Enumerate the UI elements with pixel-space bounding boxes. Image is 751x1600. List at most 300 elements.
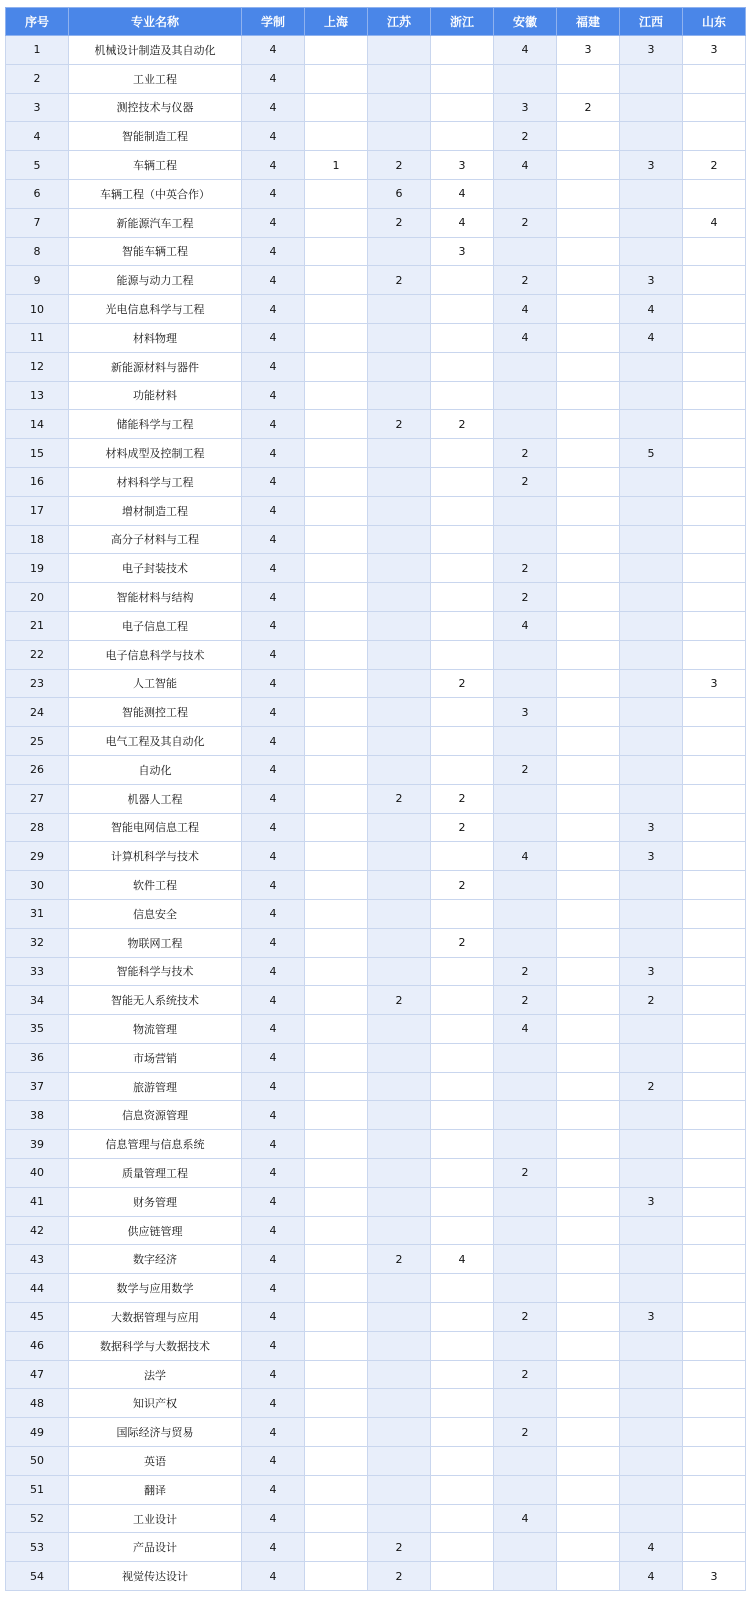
cell-anhui	[494, 1274, 557, 1303]
cell-shandong	[683, 1274, 746, 1303]
cell-zhejiang	[431, 1101, 494, 1130]
cell-index: 38	[6, 1101, 69, 1130]
table-row	[6, 410, 746, 439]
cell-shandong	[683, 295, 746, 324]
cell-shanghai	[305, 698, 368, 727]
cell-shanghai	[305, 1130, 368, 1159]
cell-index: 12	[6, 352, 69, 381]
cell-anhui	[494, 1101, 557, 1130]
cell-zhejiang	[431, 1130, 494, 1159]
cell-zhejiang	[431, 64, 494, 93]
cell-shanghai	[305, 784, 368, 813]
cell-duration: 4	[242, 1101, 305, 1130]
cell-jiangsu	[368, 583, 431, 612]
cell-jiangxi: 4	[620, 323, 683, 352]
cell-shandong	[683, 1015, 746, 1044]
cell-major-name: 工业设计	[69, 1504, 242, 1533]
table-row	[6, 928, 746, 957]
cell-zhejiang	[431, 93, 494, 122]
cell-major-name: 材料科学与工程	[69, 467, 242, 496]
cell-major-name: 智能车辆工程	[69, 237, 242, 266]
cell-duration: 4	[242, 1504, 305, 1533]
cell-major-name: 计算机科学与技术	[69, 842, 242, 871]
table-row	[6, 698, 746, 727]
cell-shanghai	[305, 1533, 368, 1562]
cell-duration: 4	[242, 323, 305, 352]
cell-anhui: 2	[494, 554, 557, 583]
cell-duration: 4	[242, 93, 305, 122]
cell-index: 2	[6, 64, 69, 93]
cell-zhejiang	[431, 755, 494, 784]
cell-zhejiang	[431, 842, 494, 871]
cell-major-name: 信息管理与信息系统	[69, 1130, 242, 1159]
cell-shanghai	[305, 295, 368, 324]
cell-shanghai	[305, 583, 368, 612]
cell-zhejiang	[431, 1504, 494, 1533]
cell-index: 52	[6, 1504, 69, 1533]
cell-shanghai	[305, 1101, 368, 1130]
cell-shandong	[683, 813, 746, 842]
cell-zhejiang	[431, 1389, 494, 1418]
cell-duration: 4	[242, 295, 305, 324]
cell-index: 30	[6, 871, 69, 900]
cell-index: 53	[6, 1533, 69, 1562]
cell-jiangxi	[620, 64, 683, 93]
cell-shandong	[683, 1447, 746, 1476]
cell-index: 42	[6, 1216, 69, 1245]
cell-anhui: 2	[494, 1159, 557, 1188]
cell-shandong	[683, 1418, 746, 1447]
cell-jiangsu	[368, 93, 431, 122]
cell-anhui	[494, 1072, 557, 1101]
cell-zhejiang	[431, 1447, 494, 1476]
cell-shanghai	[305, 727, 368, 756]
cell-index: 5	[6, 151, 69, 180]
table-row	[6, 1389, 746, 1418]
cell-shanghai	[305, 1274, 368, 1303]
cell-zhejiang: 4	[431, 208, 494, 237]
cell-zhejiang	[431, 986, 494, 1015]
cell-shanghai	[305, 352, 368, 381]
table-row	[6, 1504, 746, 1533]
cell-duration: 4	[242, 1533, 305, 1562]
cell-major-name: 自动化	[69, 755, 242, 784]
cell-zhejiang	[431, 1562, 494, 1591]
header-shanghai: 上海	[305, 8, 368, 36]
cell-zhejiang: 2	[431, 669, 494, 698]
cell-jiangxi: 4	[620, 1562, 683, 1591]
cell-jiangxi: 2	[620, 986, 683, 1015]
cell-index: 3	[6, 93, 69, 122]
table-row	[6, 1216, 746, 1245]
cell-shanghai	[305, 93, 368, 122]
cell-index: 4	[6, 122, 69, 151]
cell-fujian	[557, 784, 620, 813]
cell-anhui: 4	[494, 1015, 557, 1044]
cell-fujian	[557, 1504, 620, 1533]
cell-jiangsu	[368, 1072, 431, 1101]
cell-jiangsu	[368, 1274, 431, 1303]
cell-anhui	[494, 871, 557, 900]
cell-jiangxi	[620, 554, 683, 583]
cell-zhejiang	[431, 381, 494, 410]
cell-jiangxi	[620, 727, 683, 756]
cell-major-name: 翻译	[69, 1475, 242, 1504]
cell-jiangxi	[620, 496, 683, 525]
cell-fujian	[557, 986, 620, 1015]
cell-zhejiang	[431, 1159, 494, 1188]
table-row	[6, 1101, 746, 1130]
cell-duration: 4	[242, 1331, 305, 1360]
cell-jiangxi	[620, 928, 683, 957]
table-row	[6, 1015, 746, 1044]
cell-duration: 4	[242, 755, 305, 784]
cell-jiangsu	[368, 871, 431, 900]
cell-duration: 4	[242, 1389, 305, 1418]
cell-duration: 4	[242, 1245, 305, 1274]
cell-jiangxi	[620, 122, 683, 151]
cell-major-name: 车辆工程	[69, 151, 242, 180]
header-anhui: 安徽	[494, 8, 557, 36]
cell-anhui: 2	[494, 1303, 557, 1332]
cell-zhejiang: 4	[431, 1245, 494, 1274]
cell-anhui: 2	[494, 467, 557, 496]
cell-duration: 4	[242, 410, 305, 439]
cell-index: 50	[6, 1447, 69, 1476]
cell-index: 28	[6, 813, 69, 842]
cell-major-name: 财务管理	[69, 1187, 242, 1216]
cell-jiangxi	[620, 1389, 683, 1418]
cell-zhejiang	[431, 727, 494, 756]
cell-fujian	[557, 1187, 620, 1216]
cell-anhui	[494, 1447, 557, 1476]
table-row	[6, 611, 746, 640]
cell-shandong	[683, 323, 746, 352]
cell-jiangsu: 6	[368, 179, 431, 208]
cell-duration: 4	[242, 986, 305, 1015]
cell-duration: 4	[242, 237, 305, 266]
cell-zhejiang	[431, 1303, 494, 1332]
cell-zhejiang	[431, 1015, 494, 1044]
cell-major-name: 智能科学与技术	[69, 957, 242, 986]
cell-shandong	[683, 237, 746, 266]
cell-index: 22	[6, 640, 69, 669]
cell-jiangxi	[620, 525, 683, 554]
cell-fujian	[557, 1447, 620, 1476]
cell-shandong	[683, 64, 746, 93]
cell-fujian	[557, 381, 620, 410]
cell-jiangsu	[368, 1015, 431, 1044]
table-row	[6, 323, 746, 352]
cell-anhui	[494, 381, 557, 410]
cell-major-name: 数学与应用数学	[69, 1274, 242, 1303]
cell-index: 37	[6, 1072, 69, 1101]
cell-shanghai	[305, 1562, 368, 1591]
cell-shandong	[683, 1389, 746, 1418]
cell-jiangxi	[620, 755, 683, 784]
cell-anhui: 4	[494, 295, 557, 324]
cell-jiangxi	[620, 640, 683, 669]
table-row	[6, 122, 746, 151]
cell-jiangsu: 2	[368, 1245, 431, 1274]
cell-jiangsu	[368, 640, 431, 669]
cell-major-name: 能源与动力工程	[69, 266, 242, 295]
cell-fujian	[557, 1533, 620, 1562]
cell-jiangxi	[620, 669, 683, 698]
cell-zhejiang	[431, 352, 494, 381]
cell-fujian	[557, 813, 620, 842]
cell-fujian	[557, 1043, 620, 1072]
cell-anhui	[494, 727, 557, 756]
cell-anhui	[494, 1043, 557, 1072]
cell-jiangsu	[368, 1475, 431, 1504]
cell-major-name: 大数据管理与应用	[69, 1303, 242, 1332]
cell-shandong	[683, 352, 746, 381]
cell-shandong	[683, 1130, 746, 1159]
cell-major-name: 国际经济与贸易	[69, 1418, 242, 1447]
cell-major-name: 材料成型及控制工程	[69, 439, 242, 468]
cell-shanghai	[305, 64, 368, 93]
cell-shanghai	[305, 208, 368, 237]
cell-major-name: 物联网工程	[69, 928, 242, 957]
cell-zhejiang: 3	[431, 237, 494, 266]
cell-major-name: 数据科学与大数据技术	[69, 1331, 242, 1360]
cell-anhui	[494, 1533, 557, 1562]
cell-index: 36	[6, 1043, 69, 1072]
cell-major-name: 信息安全	[69, 899, 242, 928]
cell-shanghai	[305, 36, 368, 65]
cell-index: 48	[6, 1389, 69, 1418]
cell-anhui	[494, 813, 557, 842]
cell-anhui: 2	[494, 986, 557, 1015]
cell-zhejiang	[431, 698, 494, 727]
cell-duration: 4	[242, 122, 305, 151]
cell-index: 11	[6, 323, 69, 352]
cell-index: 32	[6, 928, 69, 957]
cell-shanghai	[305, 1418, 368, 1447]
cell-major-name: 电子信息科学与技术	[69, 640, 242, 669]
cell-major-name: 质量管理工程	[69, 1159, 242, 1188]
cell-anhui: 4	[494, 1504, 557, 1533]
cell-jiangsu: 2	[368, 151, 431, 180]
cell-major-name: 旅游管理	[69, 1072, 242, 1101]
table-row	[6, 151, 746, 180]
cell-major-name: 光电信息科学与工程	[69, 295, 242, 324]
cell-shanghai	[305, 1015, 368, 1044]
cell-anhui: 3	[494, 698, 557, 727]
cell-fujian	[557, 669, 620, 698]
table-row	[6, 295, 746, 324]
cell-zhejiang	[431, 1043, 494, 1072]
cell-zhejiang	[431, 1475, 494, 1504]
cell-index: 19	[6, 554, 69, 583]
cell-zhejiang: 4	[431, 179, 494, 208]
cell-shandong	[683, 1187, 746, 1216]
cell-duration: 4	[242, 611, 305, 640]
cell-jiangsu	[368, 957, 431, 986]
cell-duration: 4	[242, 1130, 305, 1159]
header-index: 序号	[6, 8, 69, 36]
cell-jiangxi	[620, 784, 683, 813]
cell-zhejiang	[431, 1533, 494, 1562]
cell-fujian	[557, 1331, 620, 1360]
cell-jiangxi: 3	[620, 1303, 683, 1332]
cell-shandong	[683, 554, 746, 583]
cell-jiangsu	[368, 1331, 431, 1360]
cell-anhui	[494, 784, 557, 813]
cell-zhejiang: 2	[431, 784, 494, 813]
cell-anhui: 4	[494, 323, 557, 352]
cell-fujian: 3	[557, 36, 620, 65]
cell-jiangxi	[620, 611, 683, 640]
cell-anhui	[494, 928, 557, 957]
cell-jiangsu	[368, 467, 431, 496]
cell-fujian	[557, 439, 620, 468]
cell-anhui	[494, 179, 557, 208]
cell-shandong	[683, 496, 746, 525]
cell-jiangxi	[620, 1015, 683, 1044]
cell-jiangxi	[620, 899, 683, 928]
table-row	[6, 640, 746, 669]
cell-fujian	[557, 640, 620, 669]
cell-duration: 4	[242, 669, 305, 698]
cell-jiangxi	[620, 410, 683, 439]
cell-jiangxi: 3	[620, 842, 683, 871]
cell-shandong	[683, 986, 746, 1015]
cell-index: 14	[6, 410, 69, 439]
cell-major-name: 机器人工程	[69, 784, 242, 813]
cell-index: 15	[6, 439, 69, 468]
cell-shandong	[683, 266, 746, 295]
cell-index: 6	[6, 179, 69, 208]
cell-index: 43	[6, 1245, 69, 1274]
cell-jiangsu: 2	[368, 1562, 431, 1591]
cell-shandong	[683, 899, 746, 928]
cell-fujian	[557, 611, 620, 640]
cell-major-name: 人工智能	[69, 669, 242, 698]
cell-jiangxi	[620, 698, 683, 727]
cell-duration: 4	[242, 151, 305, 180]
cell-shanghai	[305, 323, 368, 352]
cell-jiangsu	[368, 1418, 431, 1447]
cell-shanghai	[305, 669, 368, 698]
table-row	[6, 179, 746, 208]
cell-anhui	[494, 525, 557, 554]
table-row	[6, 1245, 746, 1274]
cell-shanghai	[305, 640, 368, 669]
cell-jiangxi: 3	[620, 151, 683, 180]
cell-fujian	[557, 871, 620, 900]
cell-anhui	[494, 496, 557, 525]
cell-anhui: 2	[494, 439, 557, 468]
cell-jiangsu	[368, 698, 431, 727]
cell-anhui	[494, 1187, 557, 1216]
cell-fujian	[557, 1475, 620, 1504]
cell-jiangxi	[620, 93, 683, 122]
table-row	[6, 727, 746, 756]
cell-jiangxi	[620, 1418, 683, 1447]
cell-shanghai	[305, 842, 368, 871]
table-body	[6, 36, 746, 1591]
cell-zhejiang	[431, 1418, 494, 1447]
cell-anhui: 2	[494, 208, 557, 237]
cell-jiangxi	[620, 871, 683, 900]
cell-index: 27	[6, 784, 69, 813]
cell-duration: 4	[242, 179, 305, 208]
cell-duration: 4	[242, 1159, 305, 1188]
cell-duration: 4	[242, 1562, 305, 1591]
cell-index: 23	[6, 669, 69, 698]
cell-shandong	[683, 467, 746, 496]
table-row	[6, 208, 746, 237]
cell-zhejiang	[431, 640, 494, 669]
cell-jiangxi: 2	[620, 1072, 683, 1101]
cell-major-name: 新能源汽车工程	[69, 208, 242, 237]
cell-shandong: 2	[683, 151, 746, 180]
table-row	[6, 352, 746, 381]
cell-jiangxi: 3	[620, 813, 683, 842]
cell-anhui: 2	[494, 583, 557, 612]
cell-jiangxi: 3	[620, 36, 683, 65]
cell-major-name: 测控技术与仪器	[69, 93, 242, 122]
cell-jiangsu	[368, 64, 431, 93]
header-shandong: 山东	[683, 8, 746, 36]
cell-major-name: 智能无人系统技术	[69, 986, 242, 1015]
cell-jiangsu	[368, 1043, 431, 1072]
cell-zhejiang	[431, 957, 494, 986]
cell-major-name: 法学	[69, 1360, 242, 1389]
cell-shanghai	[305, 1389, 368, 1418]
cell-duration: 4	[242, 352, 305, 381]
cell-shandong	[683, 179, 746, 208]
cell-anhui	[494, 1562, 557, 1591]
cell-jiangsu	[368, 1389, 431, 1418]
cell-anhui: 4	[494, 842, 557, 871]
cell-fujian	[557, 323, 620, 352]
cell-jiangxi	[620, 1274, 683, 1303]
cell-anhui	[494, 237, 557, 266]
cell-jiangsu	[368, 439, 431, 468]
cell-duration: 4	[242, 1360, 305, 1389]
cell-zhejiang	[431, 1216, 494, 1245]
cell-jiangsu	[368, 755, 431, 784]
cell-jiangxi: 3	[620, 1187, 683, 1216]
cell-index: 1	[6, 36, 69, 65]
cell-fujian	[557, 237, 620, 266]
cell-anhui	[494, 1245, 557, 1274]
cell-duration: 4	[242, 1303, 305, 1332]
table-row	[6, 237, 746, 266]
table-row	[6, 1562, 746, 1591]
cell-major-name: 工业工程	[69, 64, 242, 93]
cell-zhejiang	[431, 36, 494, 65]
cell-zhejiang	[431, 295, 494, 324]
cell-index: 51	[6, 1475, 69, 1504]
cell-major-name: 高分子材料与工程	[69, 525, 242, 554]
table-row	[6, 266, 746, 295]
cell-jiangsu	[368, 323, 431, 352]
cell-anhui	[494, 669, 557, 698]
cell-shandong	[683, 122, 746, 151]
cell-duration: 4	[242, 784, 305, 813]
cell-anhui: 2	[494, 755, 557, 784]
table-header	[6, 8, 746, 36]
cell-shandong	[683, 698, 746, 727]
cell-index: 29	[6, 842, 69, 871]
cell-jiangxi	[620, 1447, 683, 1476]
cell-fujian	[557, 266, 620, 295]
cell-zhejiang: 2	[431, 871, 494, 900]
